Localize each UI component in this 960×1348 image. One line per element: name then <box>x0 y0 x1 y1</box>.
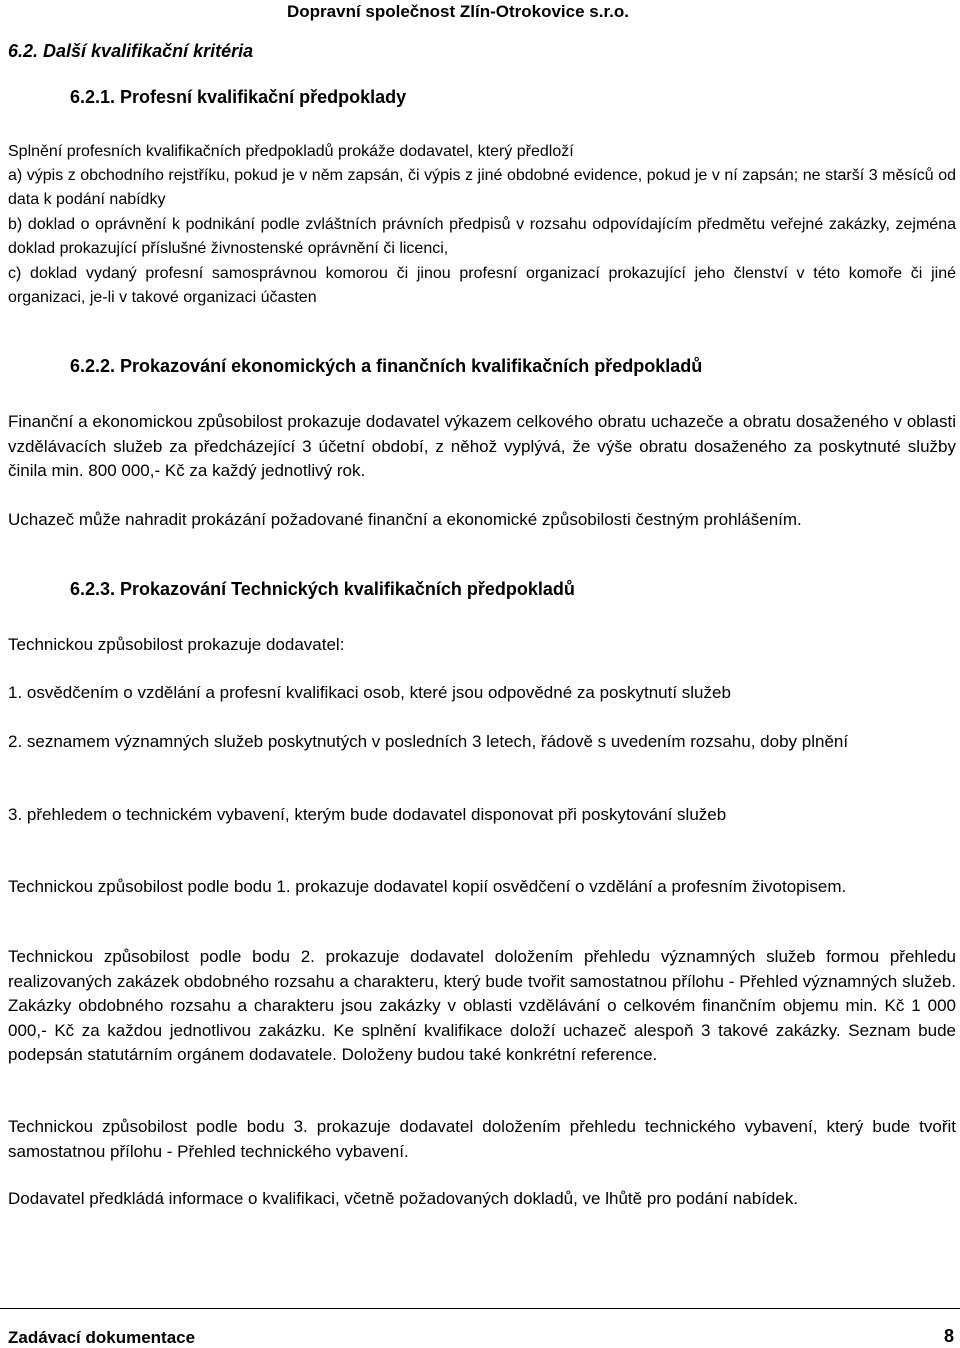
list-item-1: 1. osvědčením o vzdělání a profesní kvalifikaci osob, které jsou odpovědné za poskytnutí služeb <box>8 683 731 702</box>
list-item-3: 3. přehledem o technickém vybavení, kterým bude dodavatel disponovat při poskytování služeb <box>8 805 727 824</box>
paragraph-point-2: Technickou způsobilost podle bodu 2. prokazuje dodavatel doložením přehledu významných služeb formou přehledu realizovaných zakázek obdobného rozsahu a charakteru, který bude tvořit samostatnou přílohu - Přehled významných služeb. Zakázky obdobného rozsahu a charakteru jsou zakázky v oblasti vzdělávání o celkovém finančním objemu min. Kč 1 000 000,- Kč za každou jednotlivou zakázku. Ke splnění kvalifikace doloží uchazeč alespoň 3 takové zakázky. Seznam bude podepsán statutárním orgánem dodavatele. Doloženy budou také konkrétní reference. <box>8 947 956 1064</box>
footer-divider <box>0 1308 960 1309</box>
paragraph-point-1: Technickou způsobilost podle bodu 1. prokazuje dodavatel kopií osvědčení o vzdělání a profesním životopisem. <box>8 877 847 896</box>
list-item-2: 2. seznamem významných služeb poskytnutých v posledních 3 letech, řádově s uvedením rozsahu, doby plnění <box>8 732 849 751</box>
list-item-b: b) doklad o oprávnění k podnikání podle zvláštních právních předpisů v rozsahu odpovídajícím předmětu veřejné zakázky, zejména doklad prokazující příslušné živnostenské oprávnění či licenci, <box>8 216 956 258</box>
paragraph-final: Dodavatel předkládá informace o kvalifikaci, včetně požadovaných dokladů, ve lhůtě pro podání nabídek. <box>8 1189 799 1208</box>
section-heading: 6.2. Další kvalifikační kritéria <box>8 41 254 61</box>
footer-document-title: Zadávací dokumentace <box>8 1328 196 1347</box>
subsection-heading-6-2-3: 6.2.3. Prokazování Technických kvalifikačních předpokladů <box>70 579 575 599</box>
subsection-heading-6-2-2: 6.2.2. Prokazování ekonomických a finančních kvalifikačních předpokladů <box>70 356 703 376</box>
paragraph-point-3: Technickou způsobilost podle bodu 3. prokazuje dodavatel doložením přehledu technického vybavení, který bude tvořit samostatnou přílohu - Přehled technického vybavení. <box>8 1117 956 1161</box>
paragraph-financial: Finanční a ekonomickou způsobilost prokazuje dodavatel výkazem celkového obratu uchazeče a obratu dosaženého v oblasti vzdělávacích služeb za předcházející 3 účetní období, z něhož vyplývá, že výše obratu dosaženého za poskytnuté služby činila min. 800 000,- Kč za každý jednotlivý rok. <box>8 412 956 480</box>
list-item-a: a) výpis z obchodního rejstříku, pokud je v něm zapsán, či výpis z jiné obdobné evidence, pokud je v ní zapsán; ne starší 3 měsíců od data k podání nabídky <box>8 167 956 209</box>
company-header: Dopravní společnost Zlín-Otrokovice s.r.o. <box>287 2 629 21</box>
paragraph-technical-intro: Technickou způsobilost prokazuje dodavatel: <box>8 635 345 654</box>
list-item-c: c) doklad vydaný profesní samosprávnou komorou či jinou profesní organizací prokazující jeho členství v této komoře či jiné organizaci, je-li v takové organizaci účasten <box>8 265 956 307</box>
page-number: 8 <box>943 1326 954 1346</box>
paragraph-affidavit: Uchazeč může nahradit prokázání požadované finanční a ekonomické způsobilosti čestným prohlášením. <box>8 510 802 529</box>
paragraph-intro-professional: Splnění profesních kvalifikačních předpokladů prokáže dodavatel, který předloží <box>8 143 574 160</box>
subsection-heading-6-2-1: 6.2.1. Profesní kvalifikační předpoklady <box>70 87 407 107</box>
